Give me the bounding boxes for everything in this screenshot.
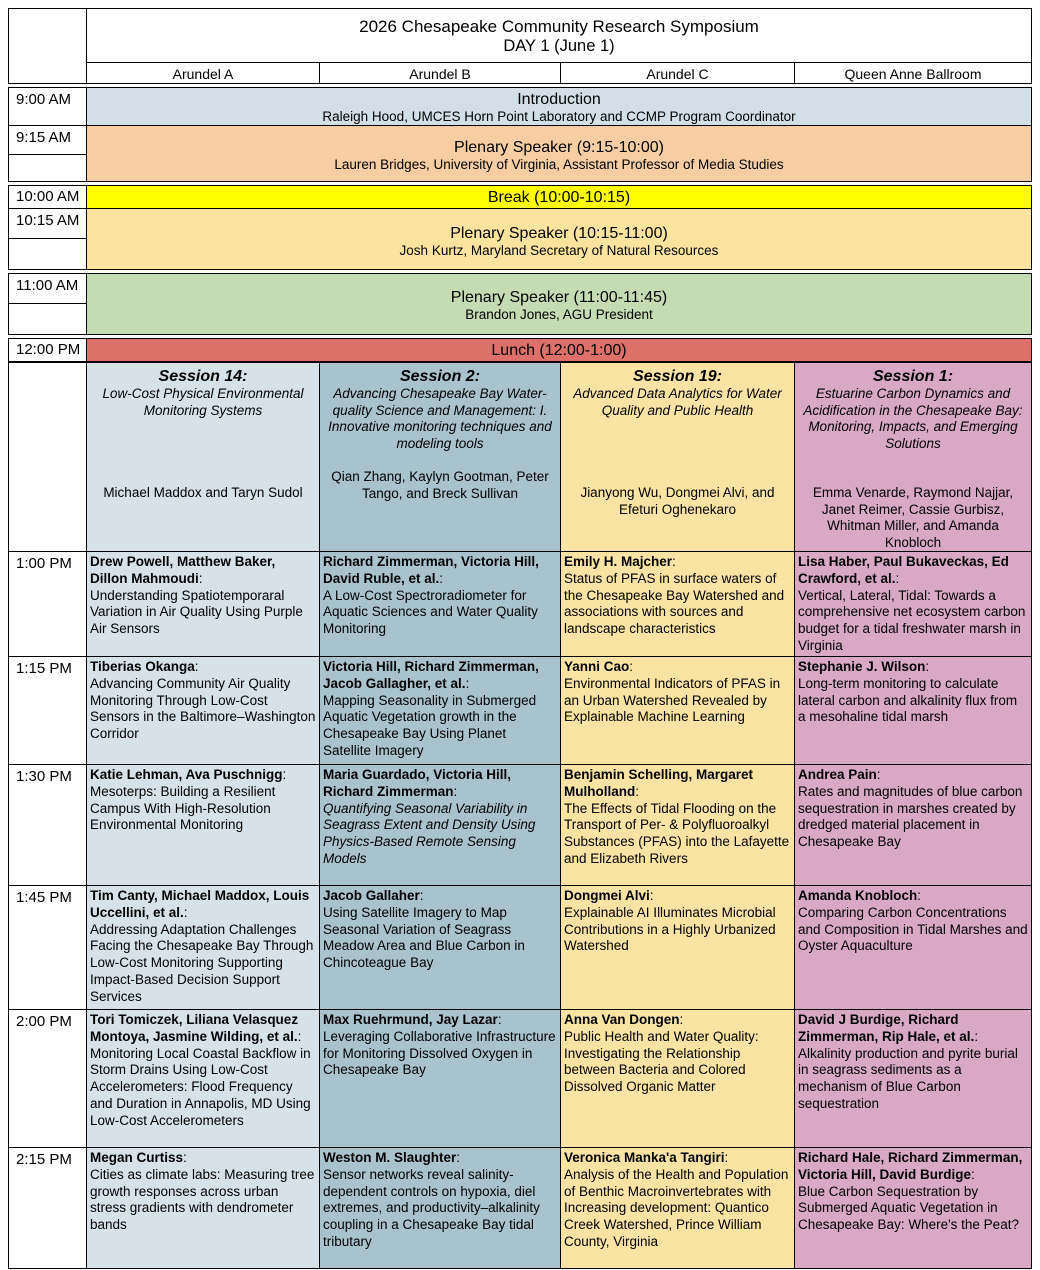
talk-title: The Effects of Tidal Flooding on the Transport of Per- & Polyfluoroalkyl Substances (PFAS) into the Lafayette and Elizabeth Rivers <box>564 800 790 866</box>
talk-cell: Weston M. Slaughter: Sensor networks reveal salinity-dependent controls on hypoxia, diel extremes, and productivity–alkalinity coupling in a Chesapeake Bay tidal tributary <box>319 1147 561 1269</box>
talk-title: Status of PFAS in surface waters of the Chesapeake Bay Watershed and associations with sources and landscape characteristics <box>564 570 785 637</box>
talk-title: Environmental Indicators of PFAS in an Urban Watershed Revealed by Explainable Machine Learning <box>564 675 781 725</box>
talk-title: Sensor networks reveal salinity-dependent controls on hypoxia, diel extremes, and productivity–alkalinity coupling in a Chesapeake Bay tidal tributary <box>323 1166 540 1249</box>
session-number: Session 1: <box>872 368 954 385</box>
talk-title: Quantifying Seasonal Variability in Seagrass Extent and Density Using Physics-Based Remote Sensing Models <box>323 800 536 866</box>
talk-title: Public Health and Water Quality: Investigating the Relationship between Bacteria and Colored Dissolved Organic Matter <box>564 1028 759 1095</box>
talk-title: Monitoring Local Coastal Backflow in Storm Drains Using Low-Cost Accelerometers: Flood Frequency and Duration in Annapolis, MD Using Low-Cost Accelerometers <box>90 1045 311 1128</box>
talk-authors: Veronica Manka'a Tangiri <box>564 1150 725 1165</box>
session-title: Advanced Data Analytics for Water Quality and Public Health <box>573 386 782 418</box>
session-header <box>319 362 561 552</box>
talk-title: Alkalinity production and pyrite burial in seagrass sediments as a mechanism of Blue Carbon sequestration <box>798 1045 1018 1111</box>
talk-authors: Tiberias Okanga <box>90 659 195 674</box>
time-cell: 1:45 PM <box>8 885 87 1010</box>
talk-authors: Andrea Pain <box>798 767 877 782</box>
room-header-arundel-c: Arundel C <box>560 62 795 84</box>
time-cell: 10:15 AM <box>8 208 87 239</box>
talk-title: Comparing Carbon Concentrations and Composition in Tidal Marshes and Oyster Aquaculture <box>798 904 1028 954</box>
room-header-queen-anne: Queen Anne Ballroom <box>794 62 1032 84</box>
talk-title: Using Satellite Imagery to Map Seasonal Variation of Seagrass Meadow Area and Blue Carbon in Chincoteague Bay <box>323 904 525 971</box>
talk-cell: Richard Hale, Richard Zimmerman, Victoria Hill, David Burdige: Blue Carbon Sequestration by Submerged Aquatic Vegetation in Chesapeake Bay: Where's the Peat? <box>794 1147 1032 1269</box>
time-cell-empty <box>8 362 87 552</box>
talk-authors: Amanda Knobloch <box>798 888 918 903</box>
talk-authors: Katie Lehman, Ava Puschnigg <box>90 767 283 782</box>
talk-title: Blue Carbon Sequestration by Submerged Aquatic Vegetation in Chesapeake Bay: Where's the Peat? <box>798 1183 1019 1233</box>
plenary-2-speaker: Josh Kurtz, Maryland Secretary of Natural Resources <box>399 243 719 258</box>
plenary-2-title: Plenary Speaker (10:15-11:00) <box>450 225 668 242</box>
session-header <box>794 362 1032 552</box>
talk-authors: Victoria Hill, Richard Zimmerman, Jacob Gallagher, et al. <box>323 659 539 691</box>
talk-title: Long-term monitoring to calculate lateral carbon and alkalinity flux from a mesohaline tidal marsh <box>798 675 1018 725</box>
talk-cell: Amanda Knobloch: Comparing Carbon Concentrations and Composition in Tidal Marshes and Oyster Aquaculture <box>794 885 1032 1010</box>
time-cell: 9:00 AM <box>8 87 87 126</box>
talk-title: Understanding Spatiotemporaral Variation in Air Quality Using Purple Air Sensors <box>90 587 303 637</box>
talk-cell: Drew Powell, Matthew Baker, Dillon Mahmoudi: Understanding Spatiotemporaral Variation in Air Quality Using Purple Air Sensors <box>86 551 320 657</box>
time-cell: 2:00 PM <box>8 1009 87 1148</box>
session-title: Low-Cost Physical Environmental Monitoring Systems <box>102 386 304 418</box>
talk-cell: Tori Tomiczek, Liliana Velasquez Montoya, Jasmine Wilding, et al.: Monitoring Local Coastal Backflow in Storm Drains Using Low-Cost Accelerometers: Flood Frequency and Duration in Annapolis, MD Using Low-Cost Accelerometers <box>86 1009 320 1148</box>
talk-title: Advancing Community Air Quality Monitoring Through Low-Cost Sensors in the Baltimore–Washington Corridor <box>90 675 316 742</box>
time-cell: 1:30 PM <box>8 764 87 886</box>
talk-cell: Anna Van Dongen: Public Health and Water Quality: Investigating the Relationship between Bacteria and Colored Dissolved Organic Matter <box>560 1009 795 1148</box>
talk-authors: Megan Curtiss <box>90 1150 184 1165</box>
page-title: 2026 Chesapeake Community Research Symposium <box>359 17 759 36</box>
room-header-arundel-b: Arundel B <box>319 62 561 84</box>
corner-cell <box>8 8 87 84</box>
talk-authors: Jacob Gallaher <box>323 888 420 903</box>
talk-cell: Katie Lehman, Ava Puschnigg: Mesoterps: Building a Resilient Campus With High-Resolution Environmental Monitoring <box>86 764 320 886</box>
session-number: Session 2: <box>399 368 481 385</box>
session-number: Session 14: <box>158 368 248 385</box>
talk-authors: Richard Hale, Richard Zimmerman, Victoria Hill, David Burdige <box>798 1150 1023 1182</box>
schedule-header <box>86 8 1032 63</box>
session-title: Advancing Chesapeake Bay Water-quality Science and Management: I. Innovative monitoring techniques and modeling tools <box>328 386 552 451</box>
talk-cell: Lisa Haber, Paul Bukaveckas, Ed Crawford, et al.: Vertical, Lateral, Tidal: Towards a comprehensive net ecosystem carbon budget for a tidal freshwater marsh in Virginia <box>794 551 1032 657</box>
talk-cell: Victoria Hill, Richard Zimmerman, Jacob Gallagher, et al.: Mapping Seasonality in Submerged Aquatic Vegetation growth in the Chesapeake Bay Using Planet Satellite Imagery <box>319 656 561 765</box>
talk-title: Addressing Adaptation Challenges Facing the Chesapeake Bay Through Low-Cost Monitoring Supporting Impact-Based Decision Support Services <box>90 921 314 1004</box>
talk-title: Explainable AI Illuminates Microbial Contributions in a Highly Urbanized Watershed <box>564 904 776 954</box>
lunch-block: Lunch (12:00-1:00) <box>86 338 1032 362</box>
talk-cell: Maria Guardado, Victoria Hill, Richard Zimmerman: Quantifying Seasonal Variability in Seagrass Extent and Density Using Physics-Based Remote Sensing Models <box>319 764 561 886</box>
talk-authors: Tori Tomiczek, Liliana Velasquez Montoya, Jasmine Wilding, et al. <box>90 1012 299 1044</box>
time-cell-empty <box>8 154 87 182</box>
plenary-2-block <box>86 208 1032 270</box>
talk-cell: Benjamin Schelling, Margaret Mulholland: The Effects of Tidal Flooding on the Transport of Per- & Polyfluoroalkyl Substances (PFAS) into the Lafayette and Elizabeth Rivers <box>560 764 795 886</box>
talk-authors: David J Burdige, Richard Zimmerman, Rip Hale, et al. <box>798 1012 975 1044</box>
talk-cell: Stephanie J. Wilson: Long-term monitoring to calculate lateral carbon and alkalinity flux from a mesohaline tidal marsh <box>794 656 1032 765</box>
time-cell-empty <box>8 238 87 270</box>
talk-title: Mapping Seasonality in Submerged Aquatic Vegetation growth in the Chesapeake Bay Using Planet Satellite Imagery <box>323 692 537 758</box>
time-cell: 9:15 AM <box>8 125 87 155</box>
talk-cell: Tim Canty, Michael Maddox, Louis Uccellini, et al.: Addressing Adaptation Challenges Facing the Chesapeake Bay Through Low-Cost Monitoring Supporting Impact-Based Decision Support Services <box>86 885 320 1010</box>
talk-cell: Megan Curtiss: Cities as climate labs: Measuring tree growth responses across urban stress gradients with dendrometer bands <box>86 1147 320 1269</box>
talk-authors: Emily H. Majcher <box>564 554 673 569</box>
talk-title: Vertical, Lateral, Tidal: Towards a comprehensive net ecosystem carbon budget for a tidal freshwater marsh in Virginia <box>798 587 1026 653</box>
session-chairs: Qian Zhang, Kaylyn Gootman, Peter Tango, and Breck Sullivan <box>331 469 549 501</box>
session-number: Session 19: <box>633 368 722 385</box>
talk-authors: Benjamin Schelling, Margaret Mulholland <box>564 767 754 799</box>
talk-title: Cities as climate labs: Measuring tree growth responses across urban stress gradients with dendrometer bands <box>90 1166 315 1233</box>
talk-cell: Jacob Gallaher: Using Satellite Imagery to Map Seasonal Variation of Seagrass Meadow Area and Blue Carbon in Chincoteague Bay <box>319 885 561 1010</box>
session-chairs: Jianyong Wu, Dongmei Alvi, and Efeturi Oghenekaro <box>580 485 775 517</box>
time-cell: 11:00 AM <box>8 273 87 304</box>
plenary-3-speaker: Brandon Jones, AGU President <box>465 307 653 322</box>
time-cell: 10:00 AM <box>8 185 87 209</box>
talk-cell: Max Ruehrmund, Jay Lazar: Leveraging Collaborative Infrastructure for Monitoring Dissolved Oxygen in Chesapeake Bay <box>319 1009 561 1148</box>
talk-title: Analysis of the Health and Population of Benthic Macroinvertebrates with Increasing development: Quantico Creek Watershed, Prince William County, Virginia <box>564 1166 789 1249</box>
session-header <box>86 362 320 552</box>
talk-title: A Low-Cost Spectroradiometer for Aquatic Sciences and Water Quality Monitoring <box>323 587 538 637</box>
talk-authors: Yanni Cao <box>564 659 630 674</box>
session-title: Estuarine Carbon Dynamics and Acidification in the Chesapeake Bay: Monitoring, Impacts, and Emerging Solutions <box>803 386 1023 451</box>
talk-authors: Weston M. Slaughter <box>323 1150 457 1165</box>
time-cell-empty <box>8 303 87 335</box>
break-block: Break (10:00-10:15) <box>86 185 1032 209</box>
session-header <box>560 362 795 552</box>
session-chairs: Michael Maddox and Taryn Sudol <box>103 485 303 500</box>
plenary-1-block <box>86 125 1032 182</box>
time-cell: 12:00 PM <box>8 338 87 362</box>
talk-authors: Dongmei Alvi <box>564 888 650 903</box>
time-cell: 1:15 PM <box>8 656 87 765</box>
intro-block <box>86 87 1032 126</box>
talk-authors: Max Ruehrmund, Jay Lazar <box>323 1012 498 1027</box>
talk-cell: Veronica Manka'a Tangiri: Analysis of the Health and Population of Benthic Macroinvertebrates with Increasing development: Quantico Creek Watershed, Prince William County, Virginia <box>560 1147 795 1269</box>
talk-title: Mesoterps: Building a Resilient Campus With High-Resolution Environmental Monitoring <box>90 783 276 833</box>
plenary-3-title: Plenary Speaker (11:00-11:45) <box>450 289 668 306</box>
talk-cell: Dongmei Alvi: Explainable AI Illuminates Microbial Contributions in a Highly Urbanized Watershed <box>560 885 795 1010</box>
room-header-arundel-a: Arundel A <box>86 62 320 84</box>
talk-title: Rates and magnitudes of blue carbon sequestration in marshes created by dredged material placement in Chesapeake Bay <box>798 783 1023 850</box>
talk-authors: Tim Canty, Michael Maddox, Louis Uccellini, et al. <box>90 888 310 920</box>
time-cell: 2:15 PM <box>8 1147 87 1269</box>
talk-cell: David J Burdige, Richard Zimmerman, Rip Hale, et al.: Alkalinity production and pyrite burial in seagrass sediments as a mechanism of Blue Carbon sequestration <box>794 1009 1032 1148</box>
session-chairs: Emma Venarde, Raymond Najjar, Janet Reimer, Cassie Gurbisz, Whitman Miller, and Amanda Knobloch <box>812 485 1014 550</box>
talk-authors: Stephanie J. Wilson <box>798 659 926 674</box>
talk-cell: Richard Zimmerman, Victoria Hill, David Ruble, et al.: A Low-Cost Spectroradiometer for Aquatic Sciences and Water Quality Monitoring <box>319 551 561 657</box>
talk-authors: Drew Powell, Matthew Baker, Dillon Mahmoudi <box>90 554 276 586</box>
plenary-1-speaker: Lauren Bridges, University of Virginia, Assistant Professor of Media Studies <box>334 157 784 172</box>
talk-authors: Maria Guardado, Victoria Hill, Richard Zimmerman <box>323 767 512 799</box>
day-label: DAY 1 (June 1) <box>503 37 615 55</box>
intro-title: Introduction <box>517 91 601 108</box>
talk-authors: Lisa Haber, Paul Bukaveckas, Ed Crawford, et al. <box>798 554 1009 586</box>
talk-title: Leveraging Collaborative Infrastructure for Monitoring Dissolved Oxygen in Chesapeake Bay <box>323 1028 556 1078</box>
plenary-3-block <box>86 273 1032 335</box>
plenary-1-title: Plenary Speaker (9:15-10:00) <box>454 139 664 156</box>
talk-cell: Yanni Cao: Environmental Indicators of PFAS in an Urban Watershed Revealed by Explainable Machine Learning <box>560 656 795 765</box>
talk-authors: Richard Zimmerman, Victoria Hill, David Ruble, et al. <box>323 554 539 586</box>
intro-speaker: Raleigh Hood, UMCES Horn Point Laboratory and CCMP Program Coordinator <box>322 109 796 124</box>
talk-cell: Tiberias Okanga: Advancing Community Air Quality Monitoring Through Low-Cost Sensors in the Baltimore–Washington Corridor <box>86 656 320 765</box>
talk-cell: Andrea Pain: Rates and magnitudes of blue carbon sequestration in marshes created by dredged material placement in Chesapeake Bay <box>794 764 1032 886</box>
talk-cell: Emily H. Majcher: Status of PFAS in surface waters of the Chesapeake Bay Watershed and associations with sources and landscape characteristics <box>560 551 795 657</box>
time-cell: 1:00 PM <box>8 551 87 657</box>
talk-authors: Anna Van Dongen <box>564 1012 680 1027</box>
